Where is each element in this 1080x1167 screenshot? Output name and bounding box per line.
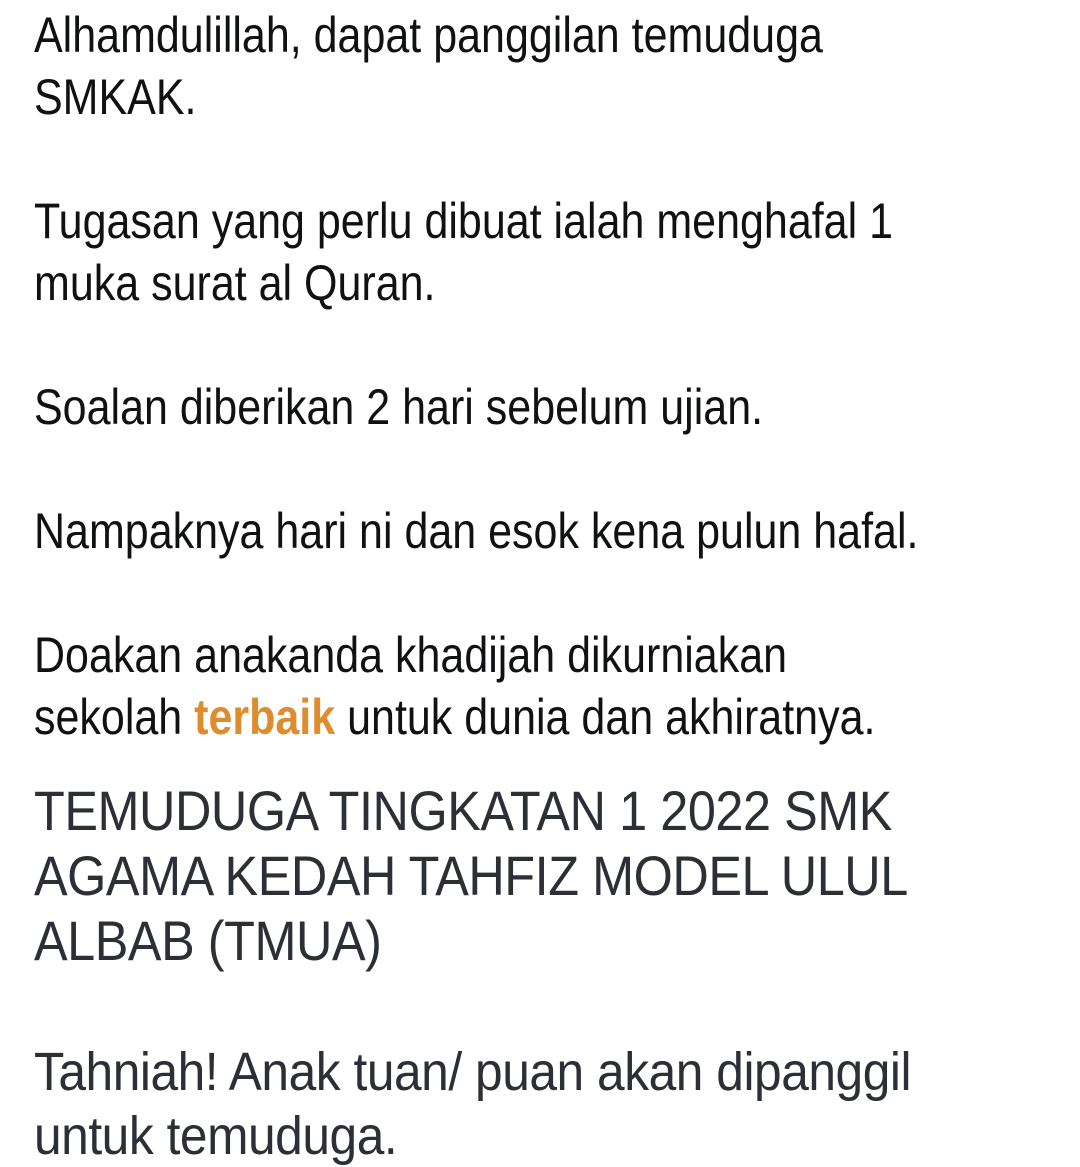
footer-line: untuk temuduga. (34, 1106, 398, 1166)
paragraph-question-timing (34, 376, 909, 438)
footer-line: Tahniah! Anak tuan/ puan akan dipanggil (34, 1042, 912, 1102)
text-line: Soalan diberikan 2 hari sebelum ujian. (34, 379, 764, 435)
text-line: muka surat al Quran. (34, 255, 436, 311)
text-line: SMKAK. (34, 69, 197, 125)
paragraph-prayer (34, 624, 909, 748)
highlight-line-after: untuk dunia dan akhiratnya. (335, 689, 876, 745)
text-line: Tugasan yang perlu dibuat ialah menghafal 1 (34, 193, 894, 249)
highlight-word-link[interactable]: terbaik (194, 689, 336, 745)
interview-heading (34, 778, 950, 973)
congratulation-paragraph (34, 1040, 971, 1167)
heading-line: ALBAB (TMUA) (34, 909, 382, 972)
heading-line: TEMUDUGA TINGKATAN 1 2022 SMK (34, 779, 892, 842)
highlight-line (34, 686, 909, 748)
paragraph-interview-call (34, 4, 909, 128)
text-line: Doakan anakanda khadijah dikurniakan (34, 627, 788, 683)
text-line: Alhamdulillah, dapat panggilan temuduga (34, 7, 823, 63)
text-line: Nampaknya hari ni dan esok kena pulun hafal. (34, 503, 919, 559)
highlight-line-before: sekolah (34, 689, 195, 745)
paragraph-task (34, 190, 909, 314)
paragraph-memorize-plan (34, 500, 919, 562)
heading-line: AGAMA KEDAH TAHFIZ MODEL ULUL (34, 844, 908, 907)
